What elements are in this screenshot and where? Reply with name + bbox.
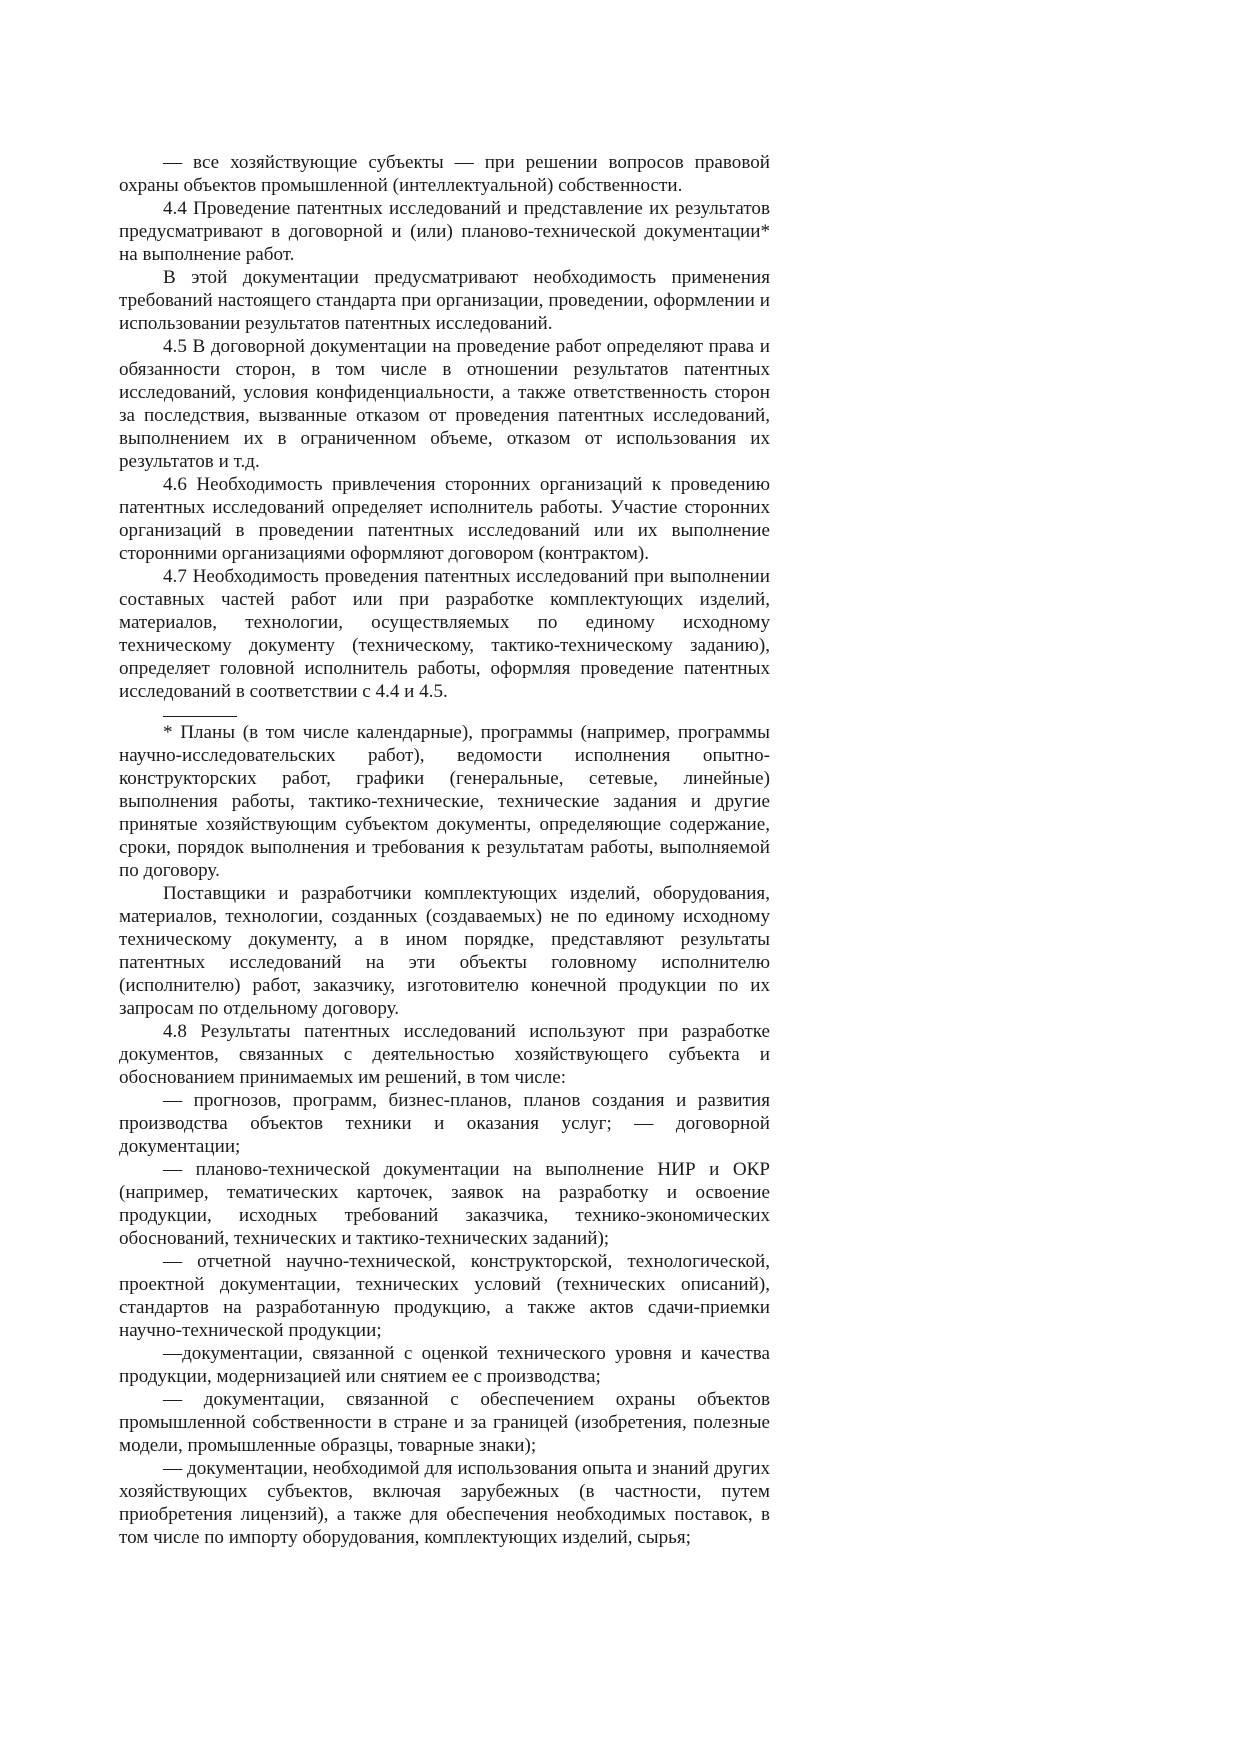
list-item-protection-docs: — документации, связанной с обеспечением охраны объектов промышленной собственности в стране и за границей (изобретения, полезные модели, промышленные образцы, товарные знаки); xyxy=(119,1389,770,1456)
document-page xyxy=(119,151,770,1549)
list-item-quality-docs: —документации, связанной с оценкой технического уровня и качества продукции, модернизацией или снятием ее с производства; xyxy=(119,1343,770,1387)
paragraph-suppliers: Поставщики и разработчики комплектующих изделий, оборудования, материалов, технологии, созданных (создаваемых) не по единому исходному техническому документу, а в ином порядке, представляют результаты патентных исследований на эти объекты головному исполнителю (исполнителю) работ, заказчику, изготовителю конечной продукции по их запросам по отдельному договору. xyxy=(119,883,770,1019)
paragraph-4-4-docs: В этой документации предусматривают необходимость применения требований настоящего стандарта при организации, проведении, оформлении и использовании результатов патентных исследований. xyxy=(119,267,770,334)
footnote-separator xyxy=(163,716,237,717)
paragraph-4-7: 4.7 Необходимость проведения патентных исследований при выполнении составных частей работ или при разработке комплектующих изделий, материалов, технологии, осуществляемых по единому исходному техническому документу (техническому, тактико-техническому заданию), определяет головной исполнитель работы, оформляя проведение патентных исследований в соответствии с 4.4 и 4.5. xyxy=(119,566,770,702)
paragraph-all-entities: — все хозяйствующие субъекты — при решении вопросов правовой охраны объектов промышленной (интеллектуальной) собственности. xyxy=(119,152,770,196)
paragraph-4-6: 4.6 Необходимость привлечения сторонних организаций к проведению патентных исследований определяет исполнитель работы. Участие сторонних организаций в проведении патентных исследований или их выполнение сторонними организациями оформляют договором (контрактом). xyxy=(119,474,770,564)
paragraph-4-4: 4.4 Проведение патентных исследований и представление их результатов предусматривают в договорной и (или) планово-технической документации* на выполнение работ. xyxy=(119,198,770,265)
list-item-planning-docs: — планово-технической документации на выполнение НИР и ОКР (например, тематических карточек, заявок на разработку и освоение продукции, исходных требований заказчика, технико-экономических обоснований, технических и тактико-технических заданий); xyxy=(119,1159,770,1249)
paragraph-4-5: 4.5 В договорной документации на проведение работ определяют права и обязанности сторон, в том числе в отношении результатов патентных исследований, условия конфиденциальности, а также ответственность сторон за последствия, вызванные отказом от проведения патентных исследований, выполнением их в ограниченном объеме, отказом от использования их результатов и т.д. xyxy=(119,336,770,472)
list-item-reporting-docs: — отчетной научно-технической, конструкторской, технологической, проектной документации, технических условий (технических описаний), стандартов на разработанную продукцию, а также актов сдачи-приемки научно-технической продукции; xyxy=(119,1251,770,1341)
footnote: * Планы (в том числе календарные), программы (например, программы научно-исследовательских работ), ведомости исполнения опытно-конструкторских работ, графики (генеральные, сетевые, линейные) выполнения работы, тактико-технические, технические задания и другие принятые хозяйствующим субъектом документы, определяющие содержание, сроки, порядок выполнения и требования к результатам работы, выполняемой по договору. xyxy=(119,722,770,881)
paragraph-4-8: 4.8 Результаты патентных исследований используют при разработке документов, связанных с деятельностью хозяйствующего субъекта и обоснованием принимаемых им решений, в том числе: xyxy=(119,1021,770,1088)
list-item-forecasts: — прогнозов, программ, бизнес-планов, планов создания и развития производства объектов техники и оказания услуг; — договорной документации; xyxy=(119,1090,770,1157)
list-item-experience-docs: — документации, необходимой для использования опыта и знаний других хозяйствующих субъектов, включая зарубежных (в частности, путем приобретения лицензий), а также для обеспечения необходимых поставок, в том числе по импорту оборудования, комплектующих изделий, сырья; xyxy=(119,1458,770,1548)
